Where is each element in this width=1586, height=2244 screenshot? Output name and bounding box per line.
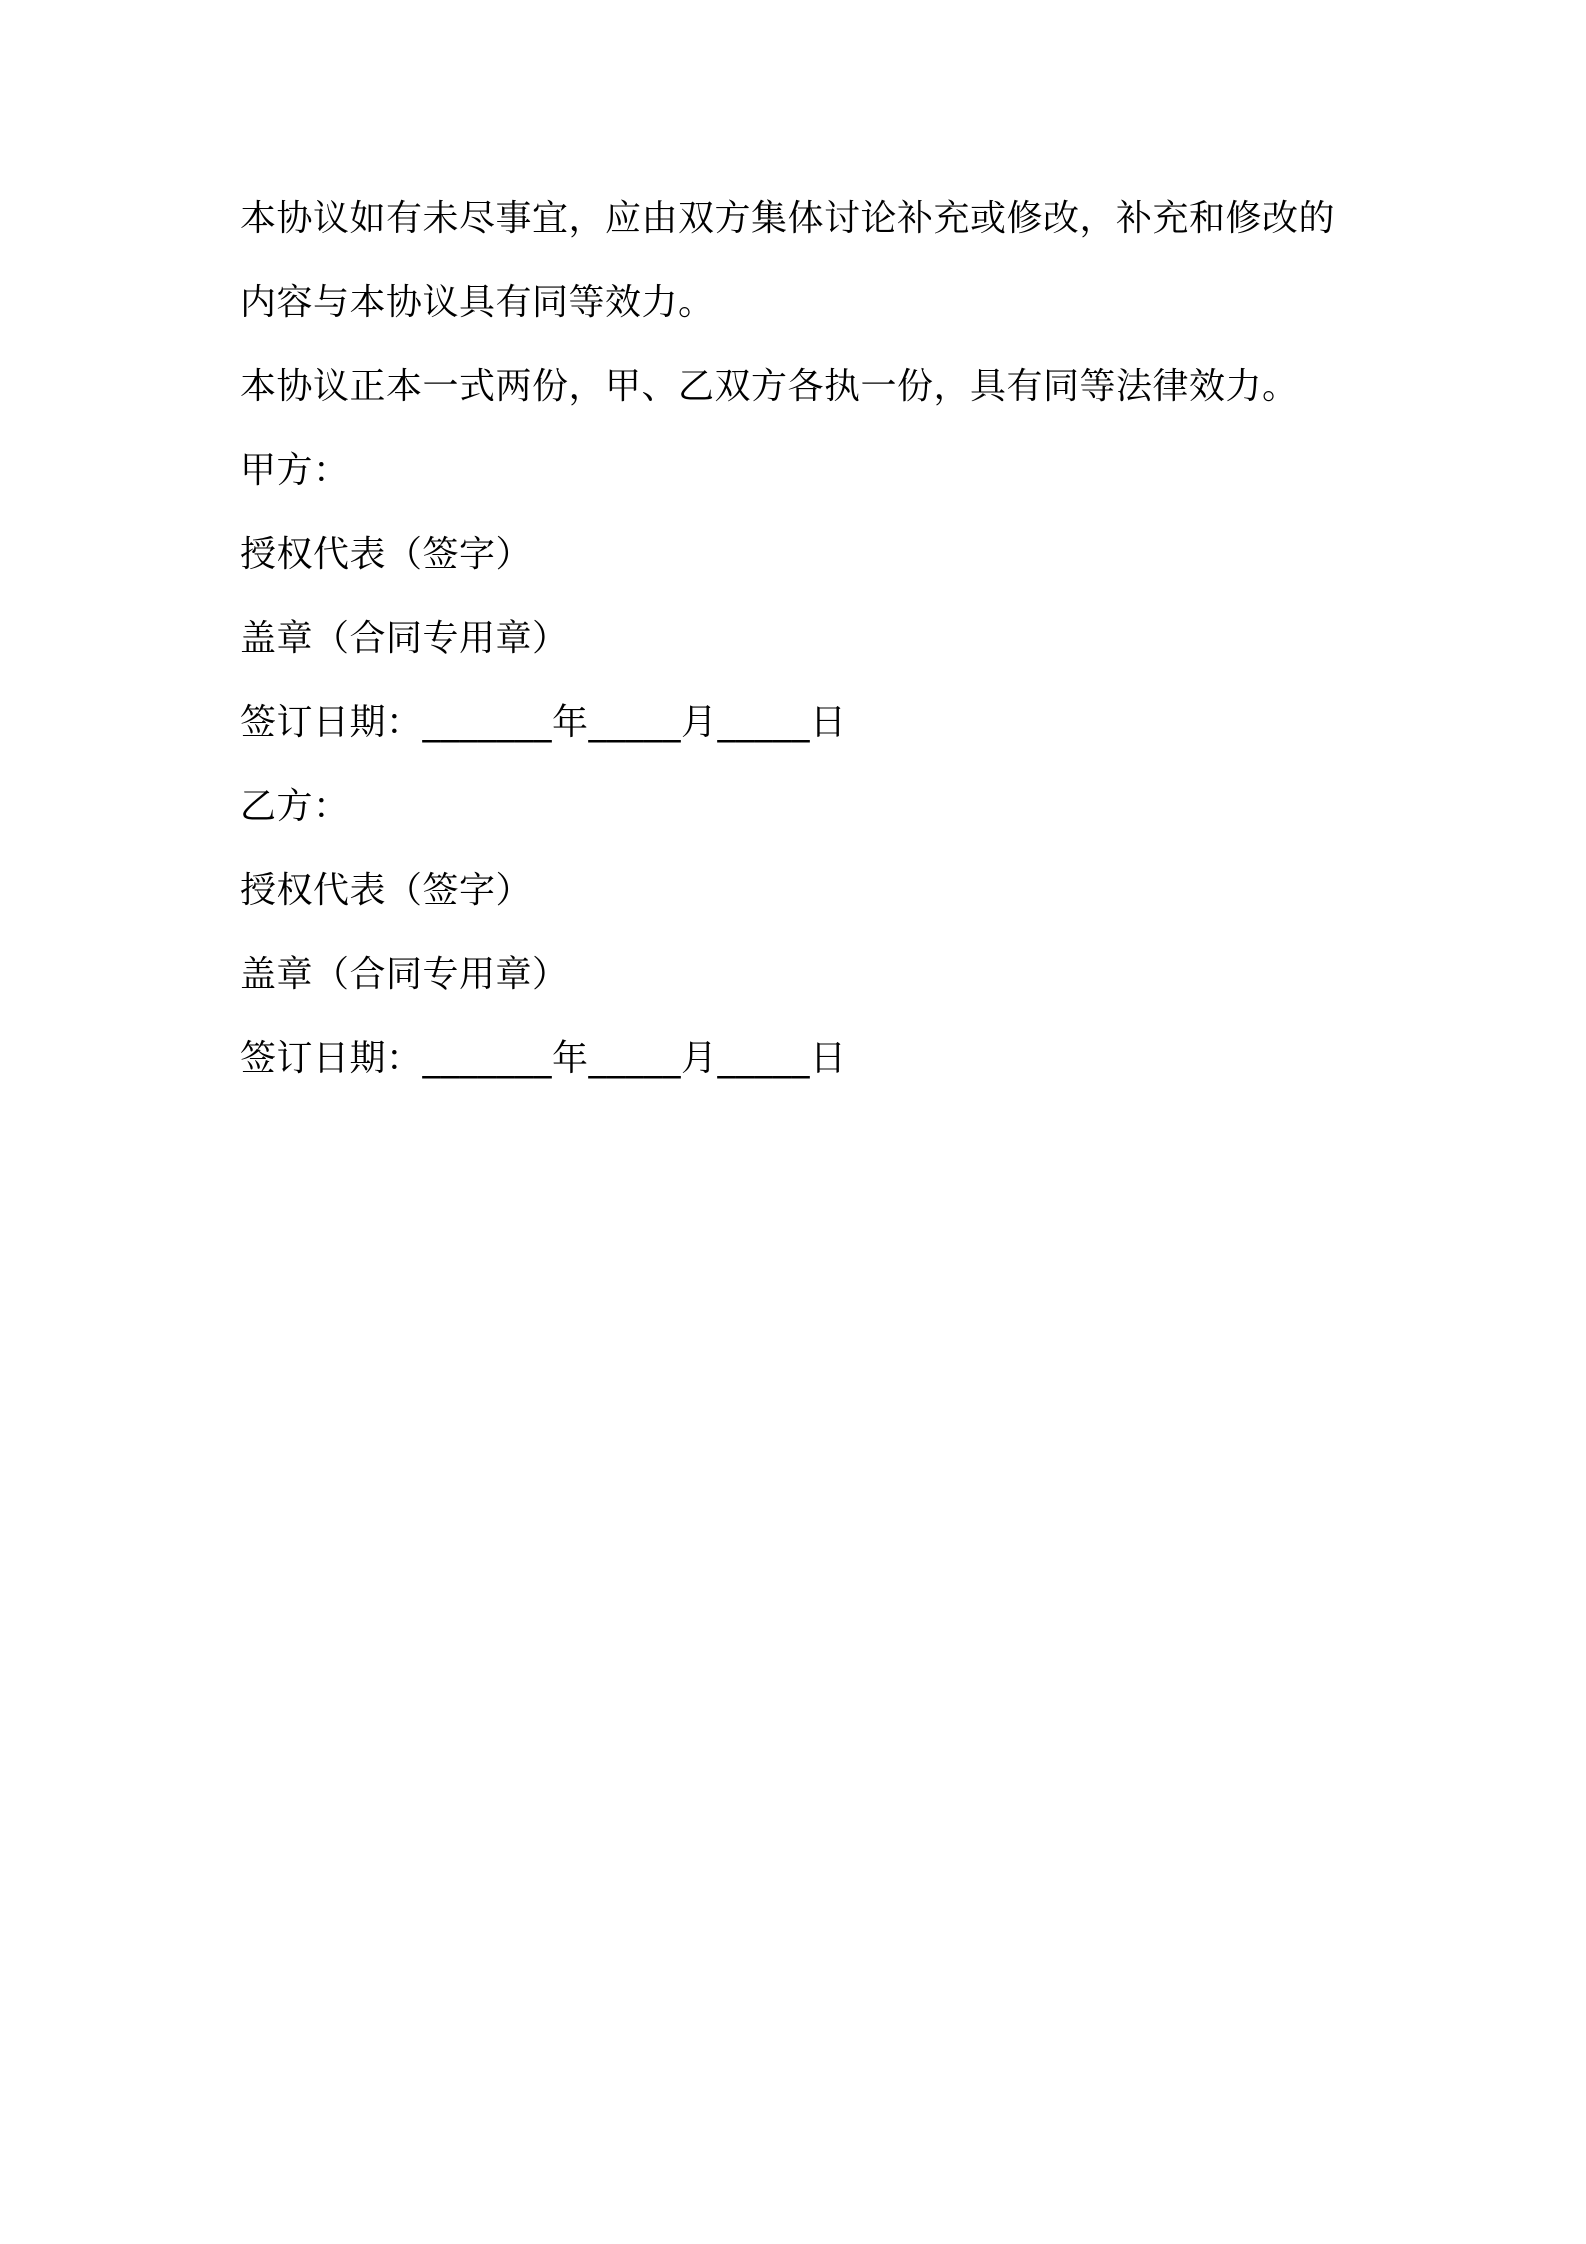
party-b-sign-date: 签订日期：_______年_____月_____日 xyxy=(240,1038,847,1079)
party-b-label: 乙方： xyxy=(240,786,350,827)
party-a-label: 甲方： xyxy=(240,450,350,491)
supplement-clause-line-2: 内容与本协议具有同等效力。 xyxy=(240,282,715,323)
party-a-sign-date: 签订日期：_______年_____月_____日 xyxy=(240,702,847,743)
party-a-seal: 盖章（合同专用章） xyxy=(240,618,569,659)
party-b-representative: 授权代表（签字） xyxy=(240,870,533,911)
supplement-clause-line-1: 本协议如有未尽事宜，应由双方集体讨论补充或修改，补充和修改的 xyxy=(240,198,1336,239)
party-b-seal: 盖章（合同专用章） xyxy=(240,954,569,995)
party-a-representative: 授权代表（签字） xyxy=(240,534,533,575)
copies-clause: 本协议正本一式两份，甲、乙双方各执一份，具有同等法律效力。 xyxy=(240,366,1299,407)
